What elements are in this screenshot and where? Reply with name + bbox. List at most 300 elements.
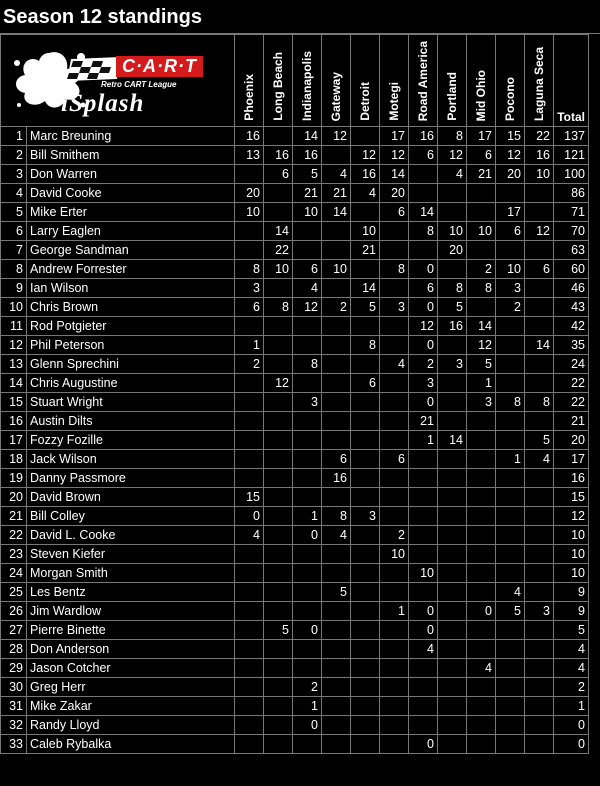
score-cell (525, 659, 554, 678)
score-cell (496, 526, 525, 545)
score-cell (235, 412, 264, 431)
score-cell (235, 716, 264, 735)
table-row (1, 735, 589, 754)
score-cell (525, 716, 554, 735)
score-cell: 14 (351, 279, 380, 298)
score-cell (380, 317, 409, 336)
total-cell: 0 (554, 735, 589, 754)
score-cell (351, 659, 380, 678)
score-cell: 2 (467, 260, 496, 279)
score-cell: 10 (235, 203, 264, 222)
score-cell: 0 (235, 507, 264, 526)
score-cell (496, 678, 525, 697)
table-row (1, 241, 589, 260)
score-cell: 17 (380, 127, 409, 146)
score-cell (351, 431, 380, 450)
score-cell (264, 545, 293, 564)
score-cell (496, 241, 525, 260)
total-cell: 10 (554, 564, 589, 583)
score-cell (235, 602, 264, 621)
score-cell (293, 222, 322, 241)
rank-cell: 27 (1, 621, 27, 640)
total-cell: 17 (554, 450, 589, 469)
score-cell (467, 412, 496, 431)
score-cell (351, 716, 380, 735)
score-cell (264, 450, 293, 469)
score-cell (322, 241, 351, 260)
score-cell: 2 (293, 678, 322, 697)
score-cell (438, 488, 467, 507)
score-cell (322, 222, 351, 241)
score-cell: 21 (467, 165, 496, 184)
score-cell (293, 412, 322, 431)
score-cell: 3 (438, 355, 467, 374)
score-cell (380, 659, 409, 678)
table-row (1, 659, 589, 678)
score-cell (380, 279, 409, 298)
column-header-race (496, 35, 525, 127)
score-cell (409, 469, 438, 488)
total-cell: 4 (554, 640, 589, 659)
table-row (1, 697, 589, 716)
score-cell: 4 (235, 526, 264, 545)
score-cell (525, 374, 554, 393)
score-cell (525, 184, 554, 203)
table-row (1, 507, 589, 526)
score-cell: 2 (380, 526, 409, 545)
score-cell (525, 241, 554, 260)
score-cell (351, 621, 380, 640)
score-cell (264, 469, 293, 488)
score-cell (293, 564, 322, 583)
table-row (1, 678, 589, 697)
score-cell (438, 412, 467, 431)
table-row (1, 374, 589, 393)
score-cell (351, 583, 380, 602)
score-cell (496, 184, 525, 203)
score-cell: 10 (293, 203, 322, 222)
score-cell: 21 (293, 184, 322, 203)
standings-body (1, 127, 589, 754)
score-cell: 2 (409, 355, 438, 374)
score-cell: 12 (467, 336, 496, 355)
league-tagline: Retro CART League (101, 80, 177, 89)
score-cell: 2 (496, 298, 525, 317)
driver-name-cell: Larry Eaglen (27, 222, 235, 241)
score-cell: 10 (351, 222, 380, 241)
score-cell: 12 (409, 317, 438, 336)
score-cell (293, 450, 322, 469)
score-cell (264, 279, 293, 298)
score-cell (264, 317, 293, 336)
table-row (1, 336, 589, 355)
score-cell: 0 (409, 336, 438, 355)
score-cell (235, 393, 264, 412)
score-cell (467, 545, 496, 564)
score-cell: 3 (235, 279, 264, 298)
score-cell (525, 735, 554, 754)
score-cell: 6 (351, 374, 380, 393)
score-cell (322, 146, 351, 165)
score-cell: 0 (409, 735, 438, 754)
score-cell (264, 507, 293, 526)
score-cell (467, 298, 496, 317)
score-cell (322, 697, 351, 716)
score-cell (322, 431, 351, 450)
score-cell (438, 469, 467, 488)
driver-name-cell: Phil Peterson (27, 336, 235, 355)
driver-name-cell: Mike Erter (27, 203, 235, 222)
score-cell (496, 469, 525, 488)
column-header-race (380, 35, 409, 127)
score-cell: 14 (380, 165, 409, 184)
driver-name-cell: Morgan Smith (27, 564, 235, 583)
score-cell: 8 (293, 355, 322, 374)
total-cell: 2 (554, 678, 589, 697)
score-cell: 8 (496, 393, 525, 412)
driver-name-cell: Bill Colley (27, 507, 235, 526)
score-cell: 4 (525, 450, 554, 469)
score-cell: 15 (235, 488, 264, 507)
driver-name-cell: Marc Breuning (27, 127, 235, 146)
driver-name-cell: Steven Kiefer (27, 545, 235, 564)
score-cell: 8 (235, 260, 264, 279)
score-cell (380, 393, 409, 412)
rank-cell: 1 (1, 127, 27, 146)
cart-isplash-logo (1, 35, 234, 126)
page-title: Season 12 standings (0, 0, 600, 34)
table-row (1, 165, 589, 184)
score-cell (235, 469, 264, 488)
score-cell: 17 (496, 203, 525, 222)
score-cell (264, 412, 293, 431)
total-cell: 24 (554, 355, 589, 374)
score-cell (525, 545, 554, 564)
score-cell (264, 659, 293, 678)
score-cell (525, 526, 554, 545)
score-cell (380, 564, 409, 583)
score-cell: 10 (409, 564, 438, 583)
score-cell (496, 735, 525, 754)
score-cell: 2 (322, 298, 351, 317)
rank-cell: 30 (1, 678, 27, 697)
score-cell: 21 (351, 241, 380, 260)
driver-name-cell: Andrew Forrester (27, 260, 235, 279)
column-header-race (467, 35, 496, 127)
score-cell (438, 450, 467, 469)
rank-cell: 4 (1, 184, 27, 203)
total-cell: 16 (554, 469, 589, 488)
rank-cell: 3 (1, 165, 27, 184)
score-cell (525, 317, 554, 336)
score-cell (380, 640, 409, 659)
score-cell: 16 (525, 146, 554, 165)
rank-cell: 2 (1, 146, 27, 165)
score-cell: 22 (264, 241, 293, 260)
score-cell (235, 735, 264, 754)
score-cell: 12 (496, 146, 525, 165)
score-cell (264, 716, 293, 735)
score-cell (293, 241, 322, 260)
score-cell: 5 (351, 298, 380, 317)
score-cell (496, 431, 525, 450)
score-cell: 16 (235, 127, 264, 146)
table-row (1, 602, 589, 621)
score-cell (235, 583, 264, 602)
driver-name-cell: Danny Passmore (27, 469, 235, 488)
score-cell (438, 545, 467, 564)
rank-cell: 24 (1, 564, 27, 583)
score-cell: 12 (438, 146, 467, 165)
score-cell (351, 469, 380, 488)
table-row (1, 583, 589, 602)
score-cell (380, 583, 409, 602)
isplash-brand: iSplash (61, 90, 145, 117)
driver-name-cell: Les Bentz (27, 583, 235, 602)
logo-cell (1, 35, 235, 127)
score-cell (467, 469, 496, 488)
table-row (1, 526, 589, 545)
table-row (1, 222, 589, 241)
score-cell: 4 (496, 583, 525, 602)
rank-cell: 18 (1, 450, 27, 469)
score-cell (293, 640, 322, 659)
total-cell: 5 (554, 621, 589, 640)
score-cell: 12 (351, 146, 380, 165)
rank-cell: 20 (1, 488, 27, 507)
score-cell: 21 (409, 412, 438, 431)
table-row (1, 545, 589, 564)
score-cell (235, 640, 264, 659)
score-cell: 12 (380, 146, 409, 165)
score-cell (467, 526, 496, 545)
score-cell (235, 564, 264, 583)
score-cell: 4 (351, 184, 380, 203)
score-cell (438, 583, 467, 602)
score-cell (293, 583, 322, 602)
score-cell: 15 (496, 127, 525, 146)
score-cell (409, 697, 438, 716)
score-cell: 14 (467, 317, 496, 336)
score-cell (496, 412, 525, 431)
score-cell (380, 735, 409, 754)
score-cell (467, 583, 496, 602)
score-cell: 4 (322, 526, 351, 545)
score-cell (496, 640, 525, 659)
score-cell (235, 678, 264, 697)
score-cell: 20 (496, 165, 525, 184)
score-cell (380, 222, 409, 241)
score-cell: 10 (380, 545, 409, 564)
score-cell: 14 (409, 203, 438, 222)
score-cell: 0 (409, 393, 438, 412)
driver-name-cell: Randy Lloyd (27, 716, 235, 735)
score-cell: 8 (322, 507, 351, 526)
score-cell (467, 203, 496, 222)
score-cell: 10 (322, 260, 351, 279)
score-cell (322, 621, 351, 640)
score-cell: 5 (525, 431, 554, 450)
table-row (1, 127, 589, 146)
score-cell (351, 640, 380, 659)
driver-name-cell: Chris Brown (27, 298, 235, 317)
total-cell: 60 (554, 260, 589, 279)
score-cell (351, 317, 380, 336)
score-cell (380, 678, 409, 697)
rank-cell: 22 (1, 526, 27, 545)
table-row (1, 716, 589, 735)
total-cell: 22 (554, 374, 589, 393)
score-cell (380, 621, 409, 640)
column-header-race (322, 35, 351, 127)
score-cell: 3 (496, 279, 525, 298)
rank-cell: 10 (1, 298, 27, 317)
total-cell: 137 (554, 127, 589, 146)
rank-cell: 5 (1, 203, 27, 222)
score-cell (351, 735, 380, 754)
total-cell: 63 (554, 241, 589, 260)
score-cell (264, 203, 293, 222)
driver-name-cell: Bill Smithem (27, 146, 235, 165)
score-cell: 0 (409, 260, 438, 279)
score-cell (322, 659, 351, 678)
score-cell: 6 (409, 279, 438, 298)
score-cell (322, 374, 351, 393)
score-cell (351, 260, 380, 279)
score-cell (264, 393, 293, 412)
score-cell (264, 735, 293, 754)
score-cell (438, 184, 467, 203)
score-cell (293, 431, 322, 450)
table-row (1, 393, 589, 412)
total-cell: 35 (554, 336, 589, 355)
race-name-label: Mid Ohio (474, 69, 488, 121)
score-cell: 16 (351, 165, 380, 184)
rank-cell: 7 (1, 241, 27, 260)
driver-name-cell: Ian Wilson (27, 279, 235, 298)
score-cell: 6 (380, 450, 409, 469)
score-cell: 12 (525, 222, 554, 241)
score-cell: 20 (438, 241, 467, 260)
race-name-label: Laguna Seca (532, 46, 546, 121)
score-cell (235, 659, 264, 678)
total-cell: 10 (554, 526, 589, 545)
score-cell (322, 412, 351, 431)
score-cell: 2 (235, 355, 264, 374)
score-cell: 1 (496, 450, 525, 469)
score-cell (322, 355, 351, 374)
driver-name-cell: Glenn Sprechini (27, 355, 235, 374)
total-cell: 70 (554, 222, 589, 241)
driver-name-cell: Don Warren (27, 165, 235, 184)
score-cell (351, 545, 380, 564)
score-cell (467, 621, 496, 640)
score-cell (380, 507, 409, 526)
column-header-race (235, 35, 264, 127)
score-cell: 8 (467, 279, 496, 298)
score-cell (438, 336, 467, 355)
score-cell: 16 (264, 146, 293, 165)
score-cell (467, 716, 496, 735)
score-cell (351, 412, 380, 431)
score-cell: 10 (496, 260, 525, 279)
score-cell (438, 564, 467, 583)
score-cell: 10 (525, 165, 554, 184)
score-cell (438, 602, 467, 621)
score-cell (351, 488, 380, 507)
score-cell: 1 (380, 602, 409, 621)
score-cell (351, 393, 380, 412)
score-cell: 8 (525, 393, 554, 412)
driver-name-cell: Chris Augustine (27, 374, 235, 393)
score-cell (264, 697, 293, 716)
column-header-total (554, 35, 589, 127)
score-cell (409, 545, 438, 564)
table-row (1, 355, 589, 374)
total-cell: 42 (554, 317, 589, 336)
score-cell (409, 165, 438, 184)
score-cell (264, 564, 293, 583)
score-cell (380, 716, 409, 735)
score-cell (438, 697, 467, 716)
score-cell: 8 (438, 279, 467, 298)
score-cell (496, 374, 525, 393)
score-cell (322, 545, 351, 564)
score-cell (438, 393, 467, 412)
score-cell: 0 (293, 621, 322, 640)
score-cell: 5 (322, 583, 351, 602)
score-cell: 0 (293, 526, 322, 545)
score-cell: 3 (525, 602, 554, 621)
total-cell: 4 (554, 659, 589, 678)
score-cell (496, 697, 525, 716)
driver-name-cell: Jim Wardlow (27, 602, 235, 621)
score-cell (380, 412, 409, 431)
table-row (1, 564, 589, 583)
driver-name-cell: Caleb Rybalka (27, 735, 235, 754)
total-cell: 9 (554, 602, 589, 621)
race-name-label: Pocono (503, 77, 517, 121)
score-cell: 20 (380, 184, 409, 203)
score-cell: 5 (264, 621, 293, 640)
score-cell (235, 241, 264, 260)
score-cell: 1 (293, 697, 322, 716)
score-cell (264, 583, 293, 602)
table-row (1, 298, 589, 317)
score-cell: 12 (322, 127, 351, 146)
score-cell: 6 (235, 298, 264, 317)
rank-cell: 26 (1, 602, 27, 621)
score-cell (496, 507, 525, 526)
score-cell: 1 (235, 336, 264, 355)
driver-name-cell: David L. Cooke (27, 526, 235, 545)
score-cell (525, 355, 554, 374)
total-cell: 12 (554, 507, 589, 526)
score-cell (322, 716, 351, 735)
total-cell: 46 (554, 279, 589, 298)
race-name-label: Gateway (329, 71, 343, 121)
score-cell (467, 488, 496, 507)
score-cell (351, 127, 380, 146)
score-cell (467, 678, 496, 697)
score-cell (409, 450, 438, 469)
score-cell (409, 659, 438, 678)
score-cell: 10 (467, 222, 496, 241)
score-cell (322, 488, 351, 507)
score-cell: 6 (525, 260, 554, 279)
score-cell: 0 (409, 298, 438, 317)
score-cell (235, 374, 264, 393)
